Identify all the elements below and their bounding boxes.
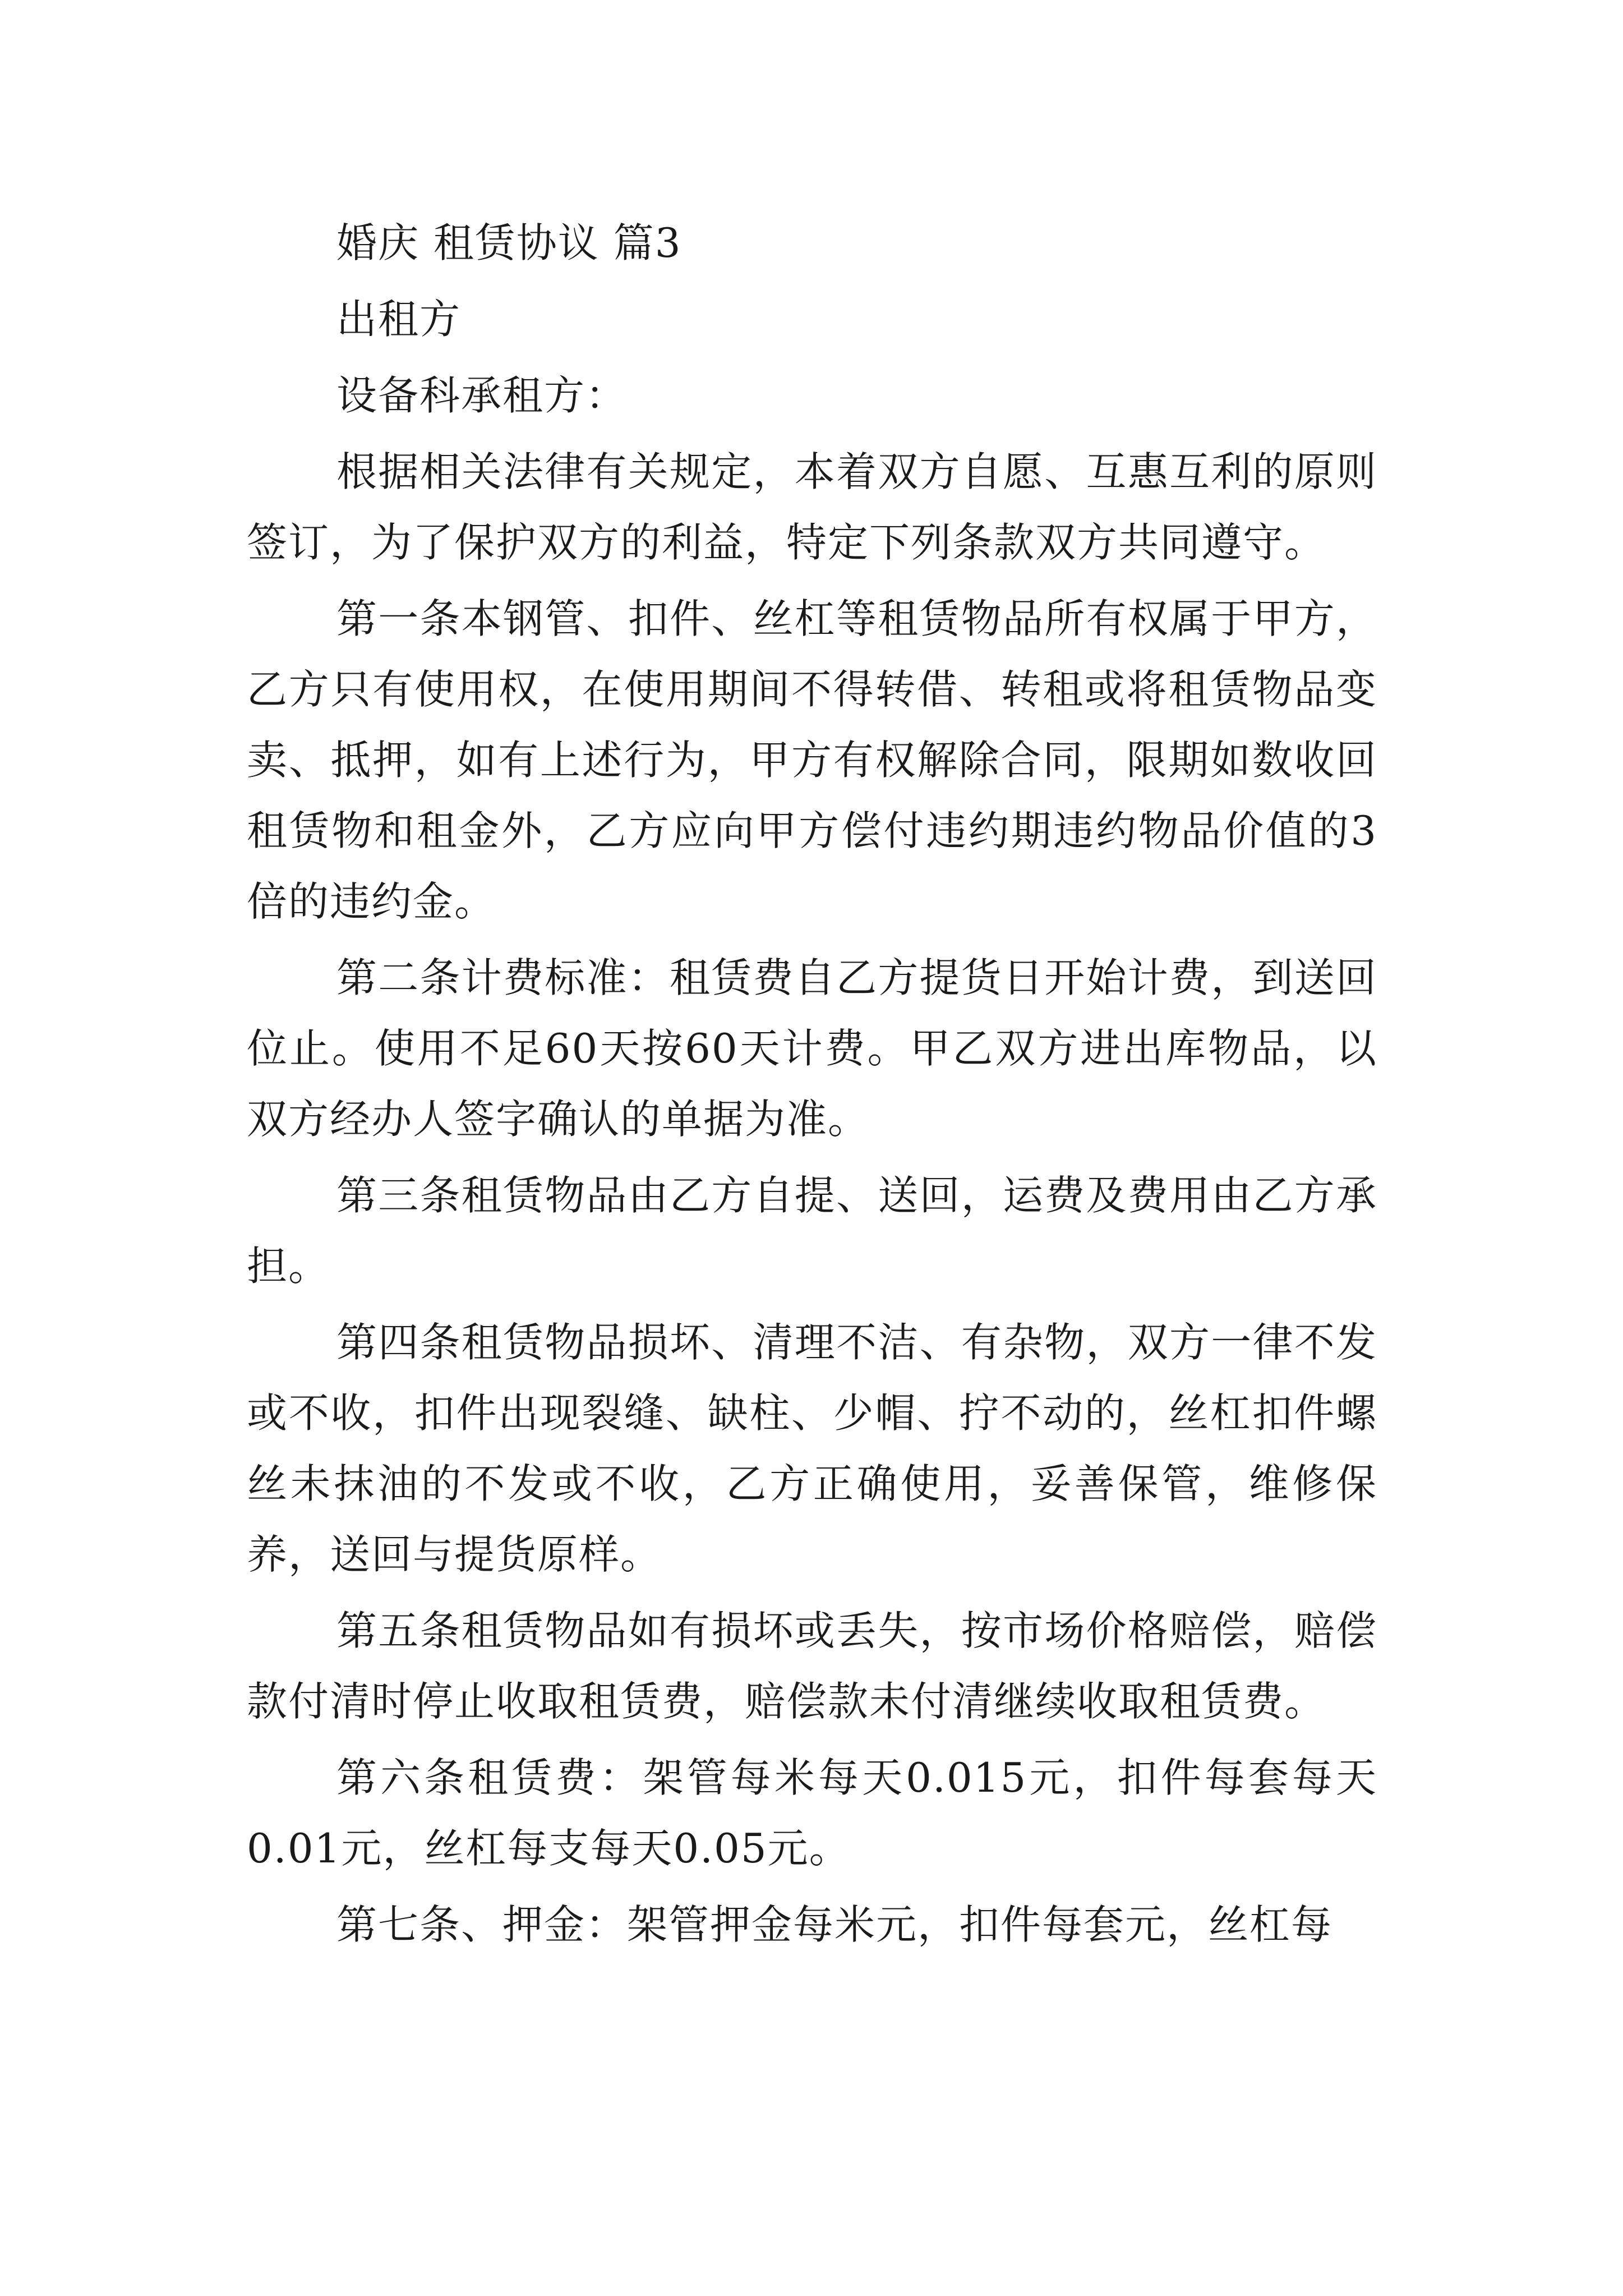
lessor-label: 出租方 bbox=[336, 296, 462, 343]
paragraph-article-6: 第六条租赁费：架管每米每天0.015元，扣件每套每天0.01元，丝杠每支每天0.05元。 bbox=[247, 1754, 1377, 1872]
paragraph-article-2: 第二条计费标准：租赁费自乙方提货日开始计费，到送回位止。使用不足60天按60天计费。甲乙双方进出库物品，以双方经办人签字确认的单据为准。 bbox=[247, 954, 1377, 1143]
document-title: 婚庆 租赁协议 篇3 bbox=[336, 219, 682, 266]
paragraph-article-3: 第三条租赁物品由乙方自提、送回，运费及费用由乙方承担。 bbox=[247, 1172, 1377, 1290]
paragraph-article-7: 第七条、押金：架管押金每米元，扣件每套元，丝杠每 bbox=[336, 1901, 1333, 1948]
paragraph-article-4: 第四条租赁物品损坏、清理不洁、有杂物，双方一律不发或不收，扣件出现裂缝、缺柱、少帽、拧不动的，丝杠扣件螺丝未抹油的不发或不收，乙方正确使用，妥善保管，维修保养，送回与提货原样。 bbox=[247, 1319, 1377, 1578]
paragraph-article-5: 第五条租赁物品如有损坏或丢失，按市场价格赔偿，赔偿款付清时停止收取租赁费，赔偿款未付清继续收取租赁费。 bbox=[247, 1607, 1377, 1725]
lessee-label: 设备科承租方： bbox=[336, 372, 628, 419]
paragraph-preamble: 根据相关法律有关规定，本着双方自愿、互惠互利的原则签订，为了保护双方的利益，特定下列条款双方共同遵守。 bbox=[247, 448, 1377, 566]
document-body bbox=[247, 208, 1377, 1966]
paragraph-article-1: 第一条本钢管、扣件、丝杠等租赁物品所有权属于甲方，乙方只有使用权，在使用期间不得转借、转租或将租赁物品变卖、抵押，如有上述行为，甲方有权解除合同，限期如数收回租赁物和租金外，乙方应向甲方偿付违约期违约物品价值的3倍的违约金。 bbox=[247, 595, 1377, 925]
